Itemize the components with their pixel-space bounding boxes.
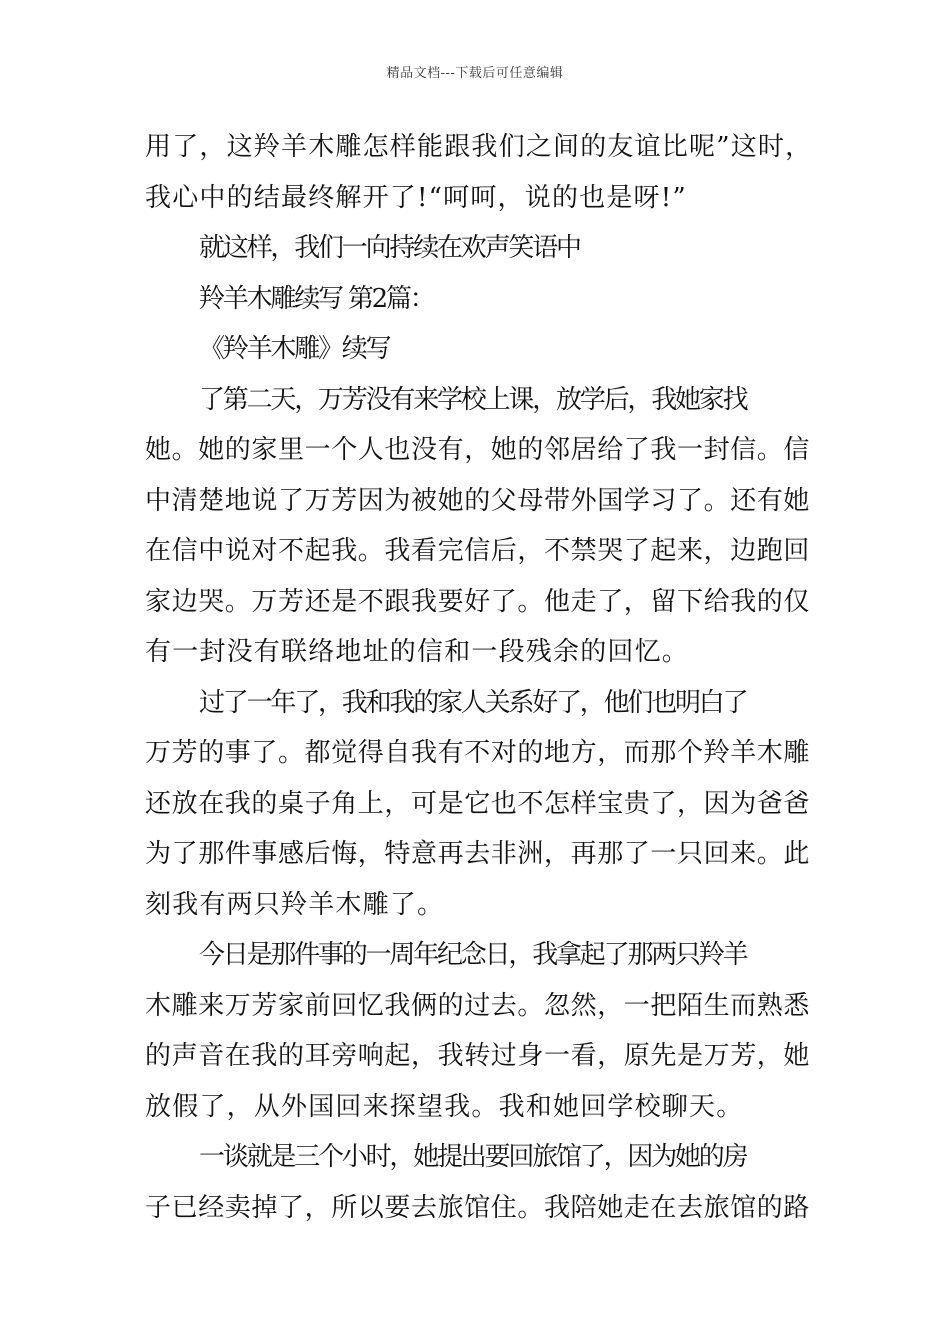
text-line: 有一封没有联络地址的信和一段残余的回忆。 [145,637,690,667]
text-line: 还放在我的桌子角上，可是它也不怎样宝贵了，因为爸爸 [145,788,811,819]
article-title [145,324,810,375]
text-line: 今日是那件事的一周年纪念日，我拿起了那两只羚羊 [199,940,747,970]
text-line: 为了那件事感后悔，特意再去非洲，再那了一只回来。此 [145,839,811,869]
text-line: 中清楚地说了万芳因为被她的父母带外国学习了。还有她 [145,485,811,516]
text-line: 在信中说对不起我。我看完信后，不禁哭了起来，边跑回 [145,536,811,566]
text-line: 用了，这羚羊木雕怎样能跟我们之间的友谊比呢”这时， [145,132,813,162]
text-line: 刻我有两只羚羊木雕了。 [145,889,445,920]
page-header: 精品文档---下载后可任意编辑 [386,66,564,81]
text-line: 她。她的家里一个人也没有，她的邻居给了我一封信。信 [145,435,811,465]
text-line: 的声音在我的耳旁响起，我转过身一看，原先是万芳，她 [145,1041,811,1071]
text-line: 羚羊木雕续写 第2篇： [199,283,434,314]
text-line: 我心中的结最终解开了!“呵呵，说的也是呀!” [145,182,687,213]
text-line: 放假了，从外国回来探望我。我和她回学校聊天。 [145,1091,744,1122]
text-line: 一谈就是三个小时，她提出要回旅馆了，因为她的房 [199,1142,747,1172]
section-heading [145,274,810,325]
text-line: 木雕来万芳家前回忆我俩的过去。忽然，一把陌生而熟悉 [145,990,811,1021]
text-line: 过了一年了，我和我的家人关系好了，他们也明白了 [199,687,747,718]
text-line: 《羚羊木雕》续写 [199,334,390,364]
text-line: 家边哭。万芳还是不跟我要好了。他走了，留下给我的仅 [145,586,811,617]
paragraph [145,122,813,223]
paragraph [145,678,810,931]
paragraph [145,930,810,1132]
paragraph [145,1132,810,1233]
document-body [145,122,813,1233]
paragraph [145,223,810,274]
paragraph [145,375,810,678]
text-line: 就这样，我们一向持续在欢声笑语中 [199,233,580,263]
text-line: 子已经卖掉了，所以要去旅馆住。我陪她走在去旅馆的路 [145,1192,811,1223]
text-line: 了第二天，万芳没有来学校上课，放学后，我她家找 [199,384,747,415]
text-line: 万芳的事了。都觉得自我有不对的地方，而那个羚羊木雕 [145,738,811,768]
